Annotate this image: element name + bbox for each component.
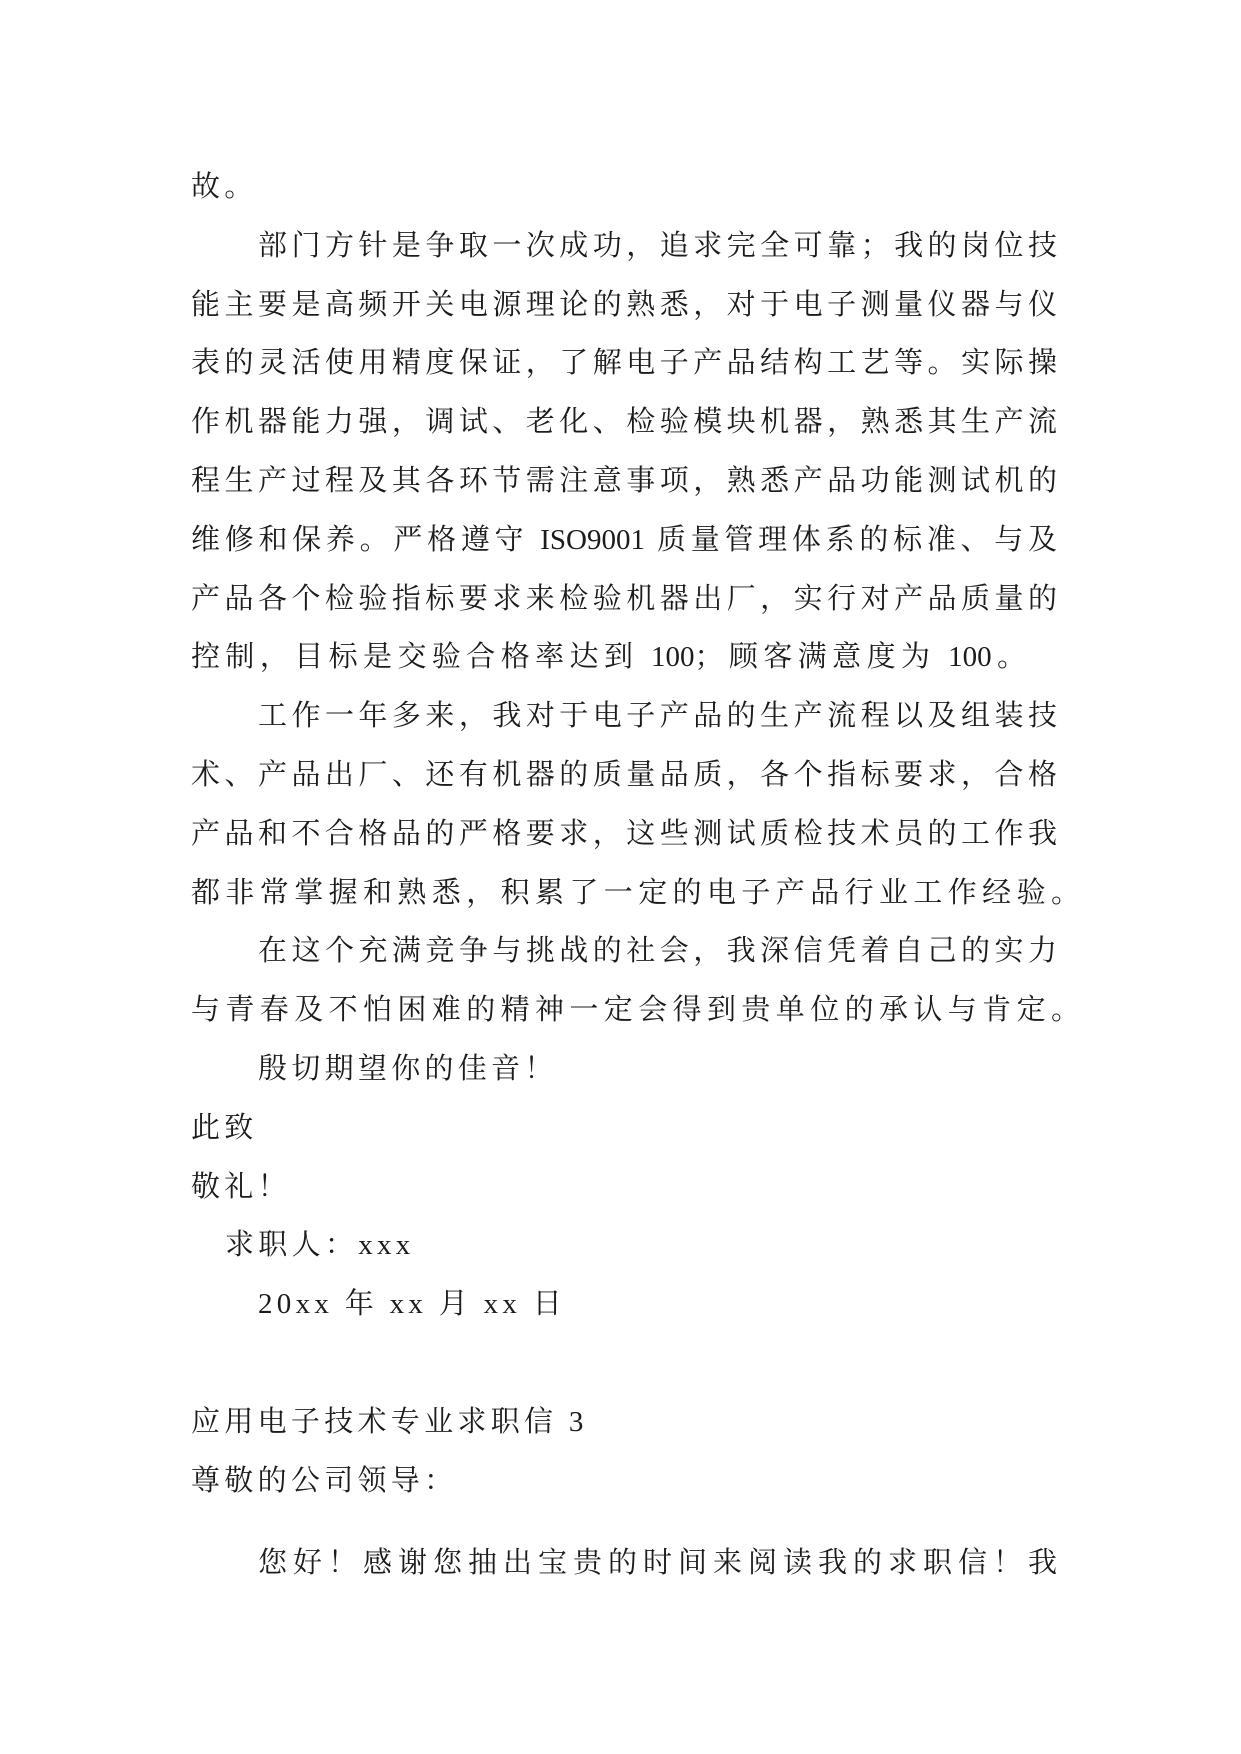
letter-body-line: 您好！感谢您抽出宝贵的时间来阅读我的求职信！我 (258, 1547, 1057, 1580)
letter-text (191, 158, 1080, 1593)
letter-body-line: 程生产过程及其各环节需注意事项，熟悉产品功能测试机的 (191, 464, 1057, 497)
letter-body-line: 表的灵活使用精度保证，了解电子产品结构工艺等。实际操 (191, 347, 1057, 380)
signer-line: 求职人：xxx (225, 1229, 415, 1262)
closing-regards: 敬礼！ (191, 1170, 291, 1203)
letter-body-line: 工作一年多来，我对于电子产品的生产流程以及组装技 (258, 700, 1057, 733)
date-line: 20xx 年 xx 月 xx 日 (258, 1288, 567, 1321)
letter-body-line: 维修和保养。严格遵守 ISO9001 质量管理体系的标准、与及 (191, 523, 1057, 556)
letter-body-line: 与青春及不怕困难的精神一定会得到贵单位的承认与肯定。 (191, 994, 1080, 1027)
letter-title: 应用电子技术专业求职信 3 (191, 1405, 588, 1438)
letter-body-line: 产品和不合格品的严格要求，这些测试质检技术员的工作我 (191, 817, 1057, 850)
letter-body-line: 术、产品出厂、还有机器的质量品质，各个指标要求，合格 (191, 758, 1057, 791)
letter-body-line: 都非常掌握和熟悉，积累了一定的电子产品行业工作经验。 (191, 876, 1080, 909)
greeting-line: 尊敬的公司领导： (191, 1464, 458, 1497)
letter-body-line: 故。 (191, 171, 258, 203)
letter-body-line: 能主要是高频开关电源理论的熟悉，对于电子测量仪器与仪 (191, 288, 1057, 321)
letter-body-line: 产品各个检验指标要求来检验机器出厂，实行对产品质量的 (191, 582, 1057, 615)
letter-body-line: 控制，目标是交验合格率达到 100；顾客满意度为 100。 (191, 641, 1026, 674)
letter-body-line: 作机器能力强，调试、老化、检验模块机器，熟悉其生产流 (191, 406, 1057, 439)
letter-body-line: 部门方针是争取一次成功，追求完全可靠；我的岗位技 (258, 229, 1057, 262)
closing-salutation: 此致 (191, 1111, 258, 1144)
letter-body-line: 殷切期望你的佳音！ (258, 1052, 558, 1085)
blank-line (191, 1334, 1057, 1393)
letter-body-line: 在这个充满竞争与挑战的社会，我深信凭着自己的实力 (258, 935, 1057, 968)
